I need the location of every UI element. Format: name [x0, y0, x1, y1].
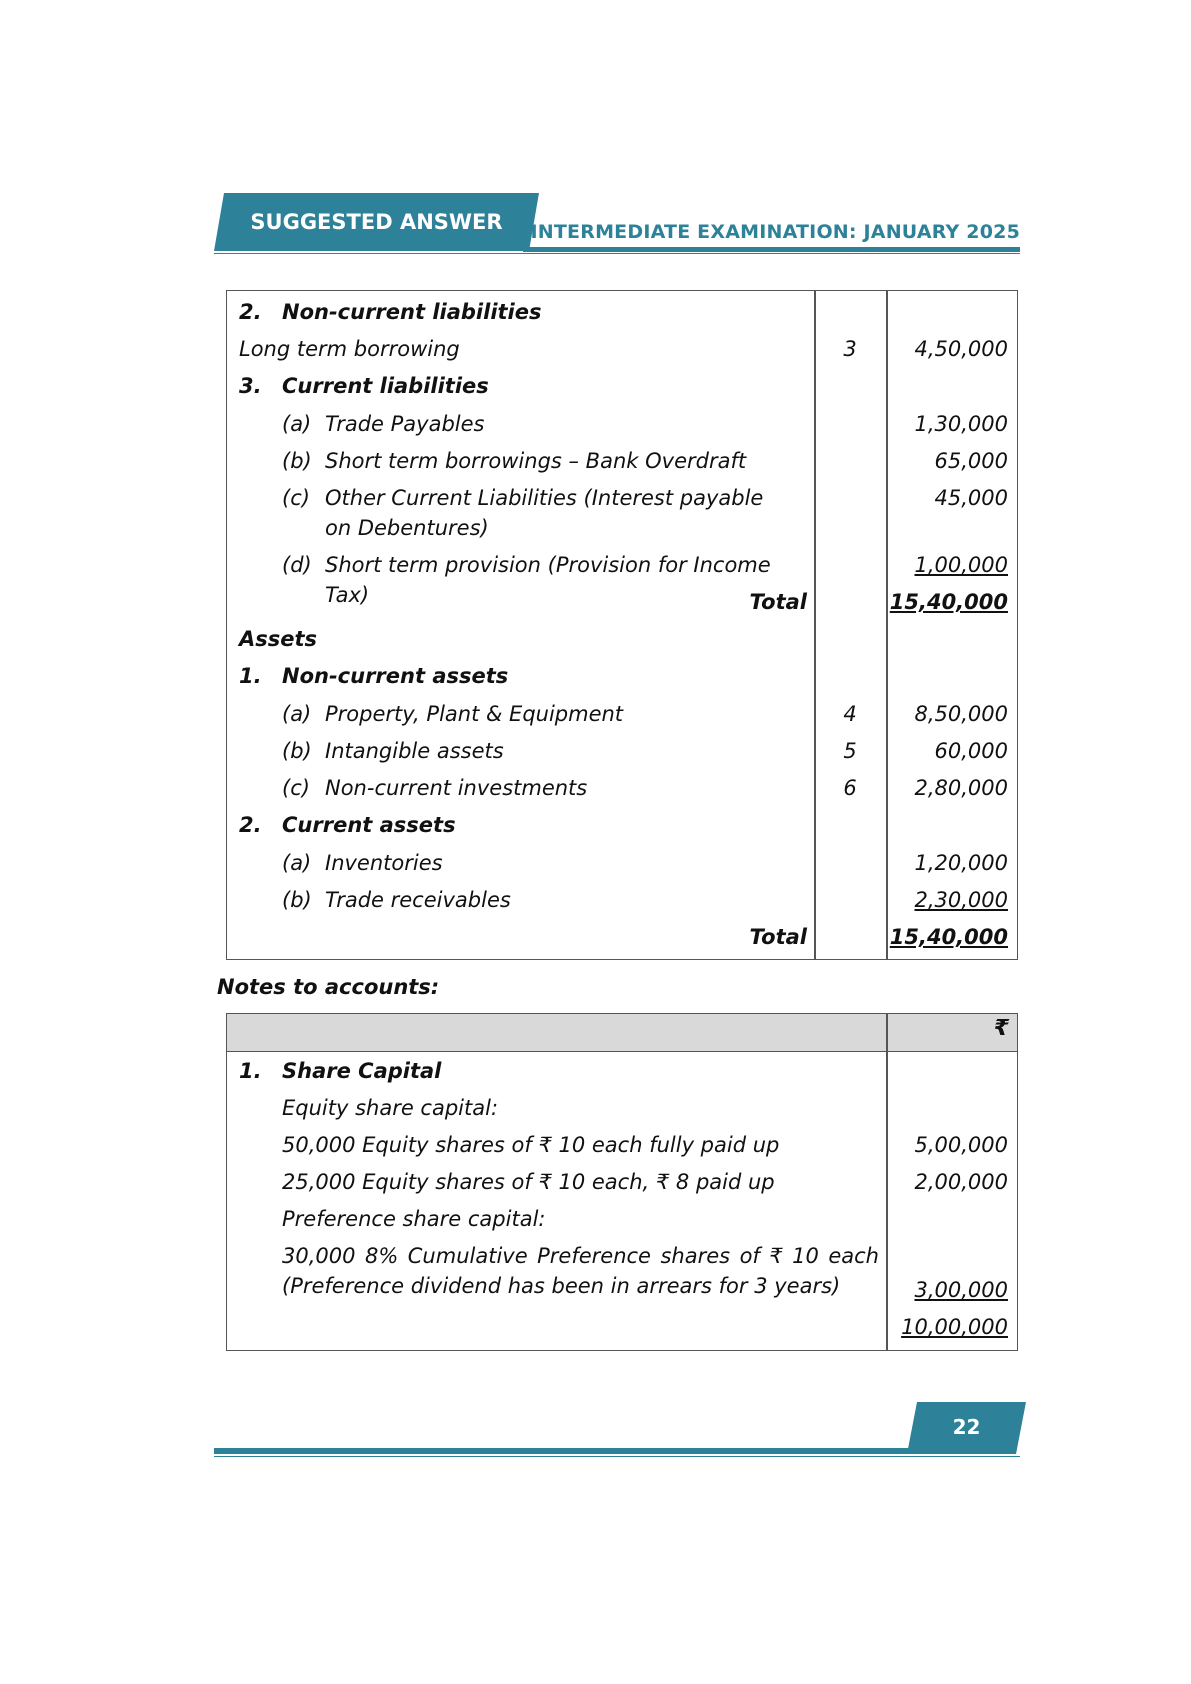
amount: 1,00,000 — [914, 553, 1008, 577]
amount: 45,000 — [934, 486, 1008, 510]
item-mark: (a) — [282, 702, 312, 726]
amount: 60,000 — [934, 739, 1008, 763]
notes-title: Notes to accounts: — [217, 975, 440, 999]
balance-sheet-table — [226, 290, 1018, 960]
column-divider — [814, 291, 816, 959]
amount: 1,20,000 — [914, 851, 1008, 875]
assets-heading: Assets — [239, 627, 318, 651]
item-mark: (d) — [282, 553, 312, 577]
note-heading: Share Capital — [282, 1059, 442, 1083]
note-ref: 3 — [843, 337, 857, 361]
note-ref: 4 — [843, 702, 857, 726]
row-label: Other Current Liabilities (Interest payable on Debentures) — [325, 486, 764, 540]
amount: 2,00,000 — [914, 1170, 1008, 1194]
row-label: Equity share capital: — [282, 1096, 499, 1120]
amount: 1,30,000 — [914, 412, 1008, 436]
total-amount: 10,00,000 — [901, 1315, 1008, 1339]
amount: 2,30,000 — [914, 888, 1008, 912]
section-heading: Non-current assets — [282, 664, 509, 688]
header-rule-thin — [214, 253, 1020, 254]
row-label: Preference share capital: — [282, 1207, 546, 1231]
amount: 3,00,000 — [914, 1278, 1008, 1302]
table-header-row — [227, 1014, 1017, 1052]
row-label: 25,000 Equity shares of ₹ 10 each, ₹ 8 paid up — [282, 1170, 775, 1194]
total-amount: 15,40,000 — [889, 925, 1008, 949]
item-mark: (c) — [282, 776, 310, 800]
exam-title: INTERMEDIATE EXAMINATION: JANUARY 2025 — [530, 221, 1020, 243]
note-ref: 6 — [843, 776, 857, 800]
section-number: 2. — [239, 813, 262, 837]
header-rule — [523, 247, 1020, 252]
header-tab-label: SUGGESTED ANSWER — [250, 210, 503, 234]
row-label: Trade receivables — [325, 888, 511, 912]
currency-header: ₹ — [993, 1016, 1009, 1041]
column-divider — [886, 1014, 888, 1350]
amount: 5,00,000 — [914, 1133, 1008, 1157]
row-label: Inventories — [325, 851, 443, 875]
row-label: Intangible assets — [325, 739, 504, 763]
section-heading: Non-current liabilities — [282, 300, 542, 324]
section-number: 1. — [239, 664, 262, 688]
footer-rule-thin — [214, 1456, 1020, 1457]
amount: 65,000 — [934, 449, 1008, 473]
row-label: Long term borrowing — [239, 337, 460, 361]
item-mark: (c) — [282, 486, 310, 510]
row-label: Non-current investments — [325, 776, 588, 800]
total-label: Total — [749, 590, 807, 614]
note-ref: 5 — [843, 739, 857, 763]
note-number: 1. — [239, 1059, 262, 1083]
row-label: Trade Payables — [325, 412, 485, 436]
item-mark: (a) — [282, 412, 312, 436]
amount: 2,80,000 — [914, 776, 1008, 800]
item-mark: (b) — [282, 739, 312, 763]
notes-table — [226, 1013, 1018, 1351]
total-label: Total — [749, 925, 807, 949]
section-heading: Current liabilities — [282, 374, 489, 398]
row-label: 50,000 Equity shares of ₹ 10 each fully paid up — [282, 1133, 780, 1157]
amount: 8,50,000 — [914, 702, 1008, 726]
total-amount: 15,40,000 — [889, 590, 1008, 614]
section-number: 2. — [239, 300, 262, 324]
footer-rule — [214, 1448, 917, 1454]
item-mark: (b) — [282, 888, 312, 912]
row-label: Short term borrowings – Bank Overdraft — [325, 449, 747, 473]
section-heading: Current assets — [282, 813, 456, 837]
row-label: 30,000 8% Cumulative Preference shares of ₹ 10 each — [282, 1244, 879, 1268]
item-mark: (a) — [282, 851, 312, 875]
row-label: Property, Plant & Equipment — [325, 702, 624, 726]
row-label: (Preference dividend has been in arrears for 3 years) — [282, 1274, 841, 1298]
amount: 4,50,000 — [914, 337, 1008, 361]
column-divider — [886, 291, 888, 959]
item-mark: (b) — [282, 449, 312, 473]
page-number: 22 — [952, 1415, 981, 1439]
row-label: Short term provision (Provision for Income Tax) — [325, 553, 771, 607]
section-number: 3. — [239, 374, 262, 398]
